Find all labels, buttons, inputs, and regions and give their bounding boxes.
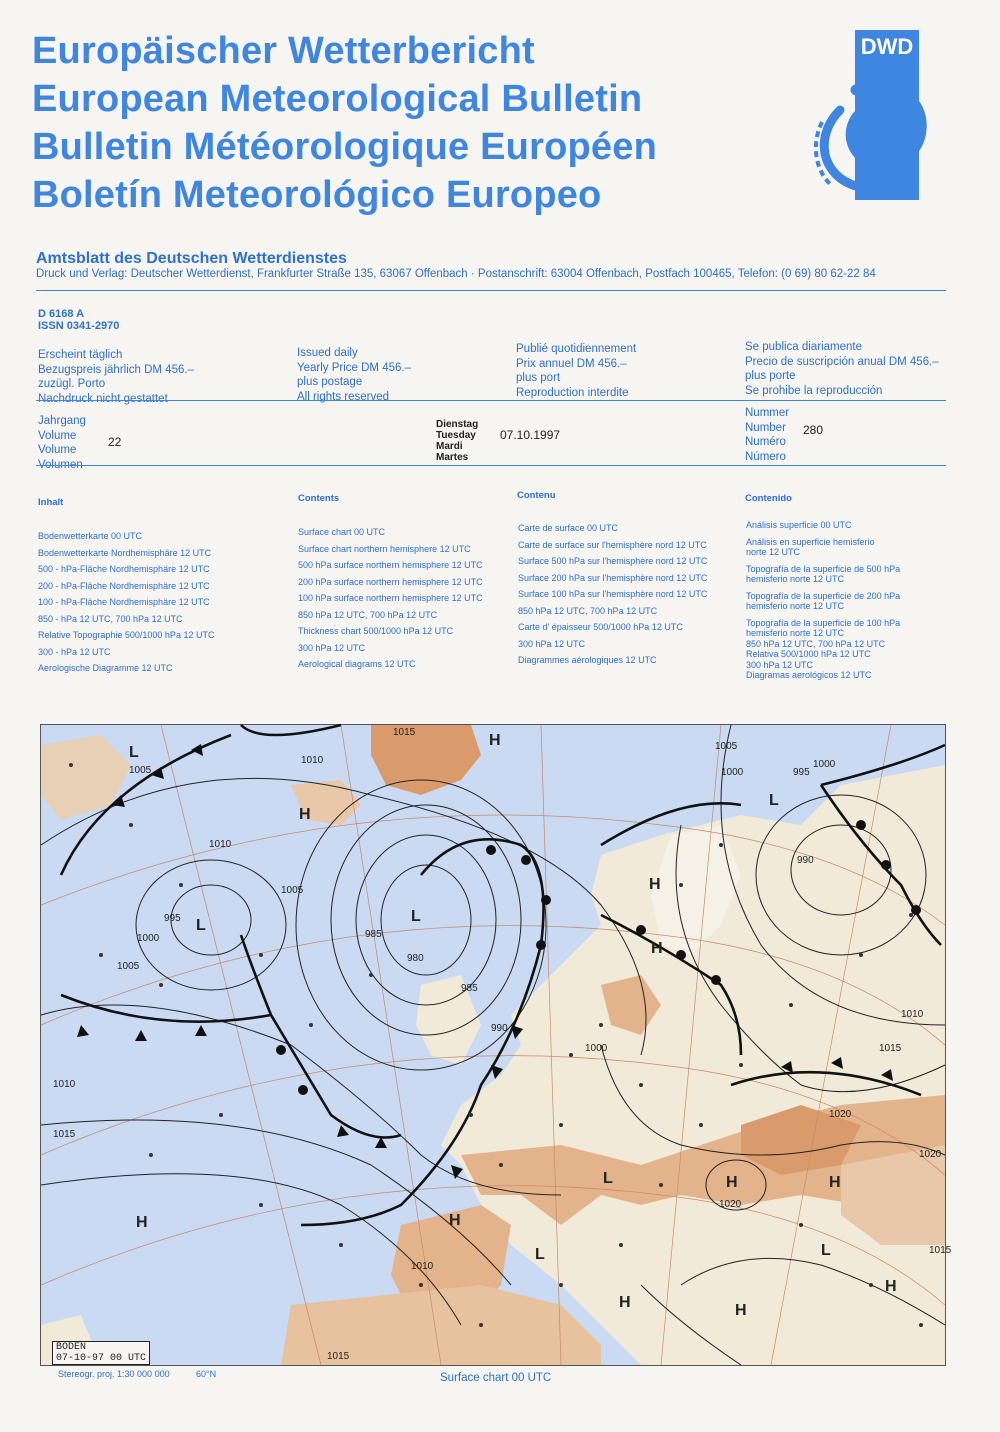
volume-label: Volume [38,444,77,456]
pub-line: Bezugspreis jährlich DM 456.– [38,363,194,376]
publication-fr [516,342,636,400]
pub-line: plus porte [745,370,796,382]
contents-list-en [298,524,483,673]
contents-item: Relativa 500/1000 hPa 12 UTC [746,649,871,659]
pub-line: Reproduction interdite [516,386,629,399]
map-stamp-line: BODEN [56,1342,87,1353]
weekday-label: Dienstag [436,419,479,430]
contents-item: Topografía de la superficie de 500 hPa [746,563,901,574]
publication-es [745,340,939,398]
issue-number: 280 [803,423,824,437]
contents-item: 850 hPa 12 UTC, 700 hPa 12 UTC [518,605,658,616]
high-pressure-center: H [735,1302,747,1319]
contents-heading-de: Inhalt [38,497,64,508]
high-pressure-center: H [885,1278,897,1295]
high-pressure-center: H [136,1214,148,1231]
map-drawing [41,725,952,1365]
high-pressure-center: H [649,876,661,893]
weekday-labels [436,419,478,463]
contents-item: 850 hPa 12 UTC, 700 hPa 12 UTC [746,638,886,649]
contents-item: Topografía de la superficie de 100 hPa [746,617,901,628]
weekday-label: Mardi [436,441,463,452]
publication-de [38,348,194,406]
isobar-label: 1005 [129,765,152,776]
contents-item: Aerological diagrams 12 UTC [298,659,416,669]
low-pressure-center: L [196,917,206,934]
contents-list-es [746,520,900,681]
divider [36,290,946,291]
isobar-label: 1020 [719,1199,742,1210]
title-de: Europäischer Wetterbericht [32,30,535,72]
pub-line: All rights reserved [297,390,390,403]
isobar-label: 1015 [327,1351,350,1362]
surface-weather-map [40,724,952,1366]
weekday-label: Tuesday [436,430,476,441]
map-latitude: 60°N [196,1369,217,1379]
dwd-swirl-icon [800,70,950,200]
contents-item: 200 - hPa-Fläche Nordhemisphäre 12 UTC [38,580,210,591]
contents-heading-es: Contenido [745,493,792,504]
contents-item: Surface 200 hPa sur l'hemisphère nord 12 UTC [518,572,708,583]
contents-item: Diagramas aerológicos 12 UTC [746,670,872,680]
contents-item: 500 hPa surface northern hemisphere 12 UTC [298,560,483,570]
isobar-label: 1015 [393,727,416,738]
isobar-label: 990 [797,855,814,866]
isobar-label: 990 [491,1023,508,1034]
contents-item: Bodenwetterkarte Nordhemisphäre 12 UTC [38,547,212,558]
isobar-label: 1005 [117,961,140,972]
number-label: Number [745,421,786,434]
contents-item: norte 12 UTC [746,547,801,557]
low-pressure-center: L [769,792,779,809]
pub-line: Yearly Price DM 456.– [297,361,411,374]
isobar-label: 1010 [301,755,324,766]
publication-en [297,346,411,404]
issn-code: ISSN 0341-2970 [38,320,120,332]
contents-item: 100 hPa surface northern hemisphere 12 UTC [298,593,483,603]
isobar-label: 1010 [209,839,232,850]
contents-list-fr [518,520,707,669]
pub-line: Issued daily [297,347,358,359]
amtsblatt-heading: Amtsblatt des Deutschen Wetterdienstes [36,250,347,267]
low-pressure-center: L [411,908,421,925]
volume-label: Jahrgang [38,415,86,427]
contents-item: Topografía de la superficie de 200 hPa [746,590,901,601]
volume-labels [38,414,86,472]
isobar-label: 1000 [137,933,160,944]
isobar-label: 1005 [715,741,738,752]
isobar-label: 985 [365,929,382,940]
low-pressure-center: L [129,744,139,761]
contents-item: 500 - hPa-Fläche Nordhemisphäre 12 UTC [38,564,210,574]
title-es: Boletín Meteorológico Europeo [32,174,602,216]
contents-item: 300 hPa 12 UTC [298,642,366,653]
pub-line: Se publica diariamente [745,341,862,353]
high-pressure-center: H [829,1174,841,1191]
isobar-label: 1005 [281,885,304,896]
contents-item: Aerologische Diagramme 12 UTC [38,663,173,673]
contents-item: Análisis superficie 00 UTC [746,520,852,530]
number-label: Numéro [745,436,786,448]
number-labels [745,406,789,464]
isobar-label: 985 [461,983,478,994]
contents-item: Diagrammes aérologiques 12 UTC [518,655,657,665]
isobar-label: 1010 [53,1079,76,1090]
isobar-label: 1015 [879,1043,902,1054]
volume-value: 22 [108,435,122,449]
volume-label: Volumen [38,458,83,471]
isobar-label: 1015 [929,1245,952,1256]
isobar-label: 1020 [829,1109,852,1120]
contents-item: Carte d' épaisseur 500/1000 hPa 12 UTC [518,622,683,632]
divider [36,465,946,466]
volume-label: Volume [38,429,77,442]
pub-line: plus port [516,372,561,384]
pub-line: Se prohibe la reproducción [745,384,883,397]
contents-item: Surface 100 hPa sur l'hemisphère nord 12 UTC [518,589,708,599]
contents-list-de [38,528,214,677]
low-pressure-center: L [603,1170,613,1187]
issue-date: 07.10.1997 [500,428,561,442]
isobar-label: 1020 [919,1149,942,1160]
contents-item: hemisferio norte 12 UTC [746,628,845,638]
isobar-label: 1000 [585,1043,608,1054]
high-pressure-center: H [449,1212,461,1229]
contents-item: hemisferio norte 12 UTC [746,601,845,611]
pub-line: plus postage [297,376,363,388]
isobar-label: 1000 [721,767,744,778]
pub-line: Nachdruck nicht gestattet [38,392,168,405]
contents-item: hemisferio norte 12 UTC [746,574,845,584]
title-fr: Bulletin Météorologique Européen [32,126,657,168]
contents-item: Surface 500 hPa sur l'hemisphère nord 12 UTC [518,556,708,566]
number-label: Número [745,450,786,463]
contents-item: 300 hPa 12 UTC [518,638,586,649]
contents-heading-fr: Contenu [517,490,556,501]
contents-item: 100 - hPa-Fläche Nordhemisphäre 12 UTC [38,597,210,607]
isobar-label: 1010 [411,1261,434,1272]
contents-item: Relative Topographie 500/1000 hPa 12 UTC [38,630,215,640]
pub-line: Erscheint täglich [38,349,123,361]
high-pressure-center: H [489,732,501,749]
divider [36,400,946,401]
low-pressure-center: L [821,1242,831,1259]
isobar-label: 1000 [813,759,836,770]
contents-item: 850 hPa 12 UTC, 700 hPa 12 UTC [298,609,438,620]
low-pressure-center: L [535,1246,545,1263]
contents-heading-en: Contents [298,493,340,504]
contents-item: Thickness chart 500/1000 hPa 12 UTC [298,626,454,636]
number-label: Nummer [745,407,790,419]
land-masses [41,725,945,1365]
high-pressure-center: H [726,1174,738,1191]
weekday-label: Martes [436,452,469,463]
isobar-label: 1010 [901,1009,924,1020]
map-stamp [52,1341,150,1365]
map-stamp-line: 07-10-97 00 UTC [56,1353,147,1364]
contents-item: Carte de surface sur l'hemisphère nord 12 UTC [518,539,707,550]
contents-item: Carte de surface 00 UTC [518,523,619,533]
map-caption: Surface chart 00 UTC [440,1372,552,1384]
publisher-address: Druck und Verlag: Deutscher Wetterdienst, Frankfurter Straße 135, 63067 Offenbach · Postanschrift: 63004 Offenbach, Postfach 100465, Telefon: (0 69) 80 62-22 84 [36,268,876,280]
isobar-label: 980 [407,953,424,964]
contents-item: 850 - hPa 12 UTC, 700 hPa 12 UTC [38,613,183,624]
pub-line: Prix annuel DM 456.– [516,357,627,370]
contents-item: 300 - hPa 12 UTC [38,646,111,657]
contents-item: 300 hPa 12 UTC [746,659,814,670]
dwd-logo: DWD [855,30,919,200]
isobar-label: 995 [793,767,810,778]
high-pressure-center: H [299,806,311,823]
pub-line: Precio de suscripción anual DM 456.– [745,355,939,368]
d-code: D 6168 A [38,308,85,320]
isobar-label: 995 [164,913,181,924]
contents-item: Bodenwetterkarte 00 UTC [38,531,143,541]
title-en: European Meteorological Bulletin [32,78,643,120]
high-pressure-center: H [651,940,663,957]
high-pressure-center: H [619,1294,631,1311]
contents-item: Surface chart 00 UTC [298,527,386,537]
isobar-label: 1015 [53,1129,76,1140]
contents-item: Surface chart northern hemisphere 12 UTC [298,543,471,554]
pub-line: zuzügl. Porto [38,378,106,390]
map-projection: Stereogr. proj. 1:30 000 000 [58,1369,170,1379]
pub-line: Publié quotidiennement [516,343,637,355]
contents-item: Análisis en superficie hemisferio [746,536,875,547]
contents-item: 200 hPa surface northern hemisphere 12 UTC [298,576,483,587]
